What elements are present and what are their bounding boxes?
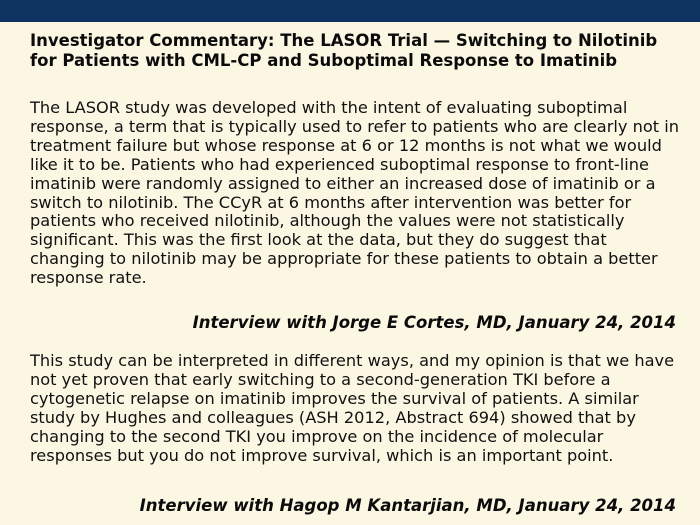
commentary-attribution: Interview with Hagop M Kantarjian, MD, January 24, 2014 xyxy=(139,496,676,515)
header-bar xyxy=(0,0,700,22)
commentary-paragraph: This study can be interpreted in different ways, and my opinion is that we have not yet proven that early switching to a second-generation TKI before a cytogenetic relapse on imatinib improves the survival of patients. A similar study by Hughes and colleagues (ASH 2012, Abstract 694) showed that by changing to the second TKI you improve on the incidence of molecular responses but you do not improve survival, which is an important point. xyxy=(30,351,675,465)
commentary-paragraph: The LASOR study was developed with the intent of evaluating suboptimal response, a term that is typically used to refer to patients who are clearly not in treatment failure but whose response at 6 or 12 months is not what we would like it to be. Patients who had experienced suboptimal response to front-line imatinib were randomly assigned to either an increased dose of imatinib or a switch to nilotinib. The CCyR at 6 months after intervention was better for patients who received nilotinib, although the values were not statistically significant. This was the first look at the data, but they do suggest that changing to nilotinib may be appropriate for these patients to obtain a better response rate. xyxy=(30,98,680,288)
slide-title: Investigator Commentary: The LASOR Trial — Switching to Nilotinib for Patients with CML-CP and Suboptimal Response to Imatinib xyxy=(30,31,658,70)
commentary-attribution: Interview with Jorge E Cortes, MD, January 24, 2014 xyxy=(192,313,676,332)
